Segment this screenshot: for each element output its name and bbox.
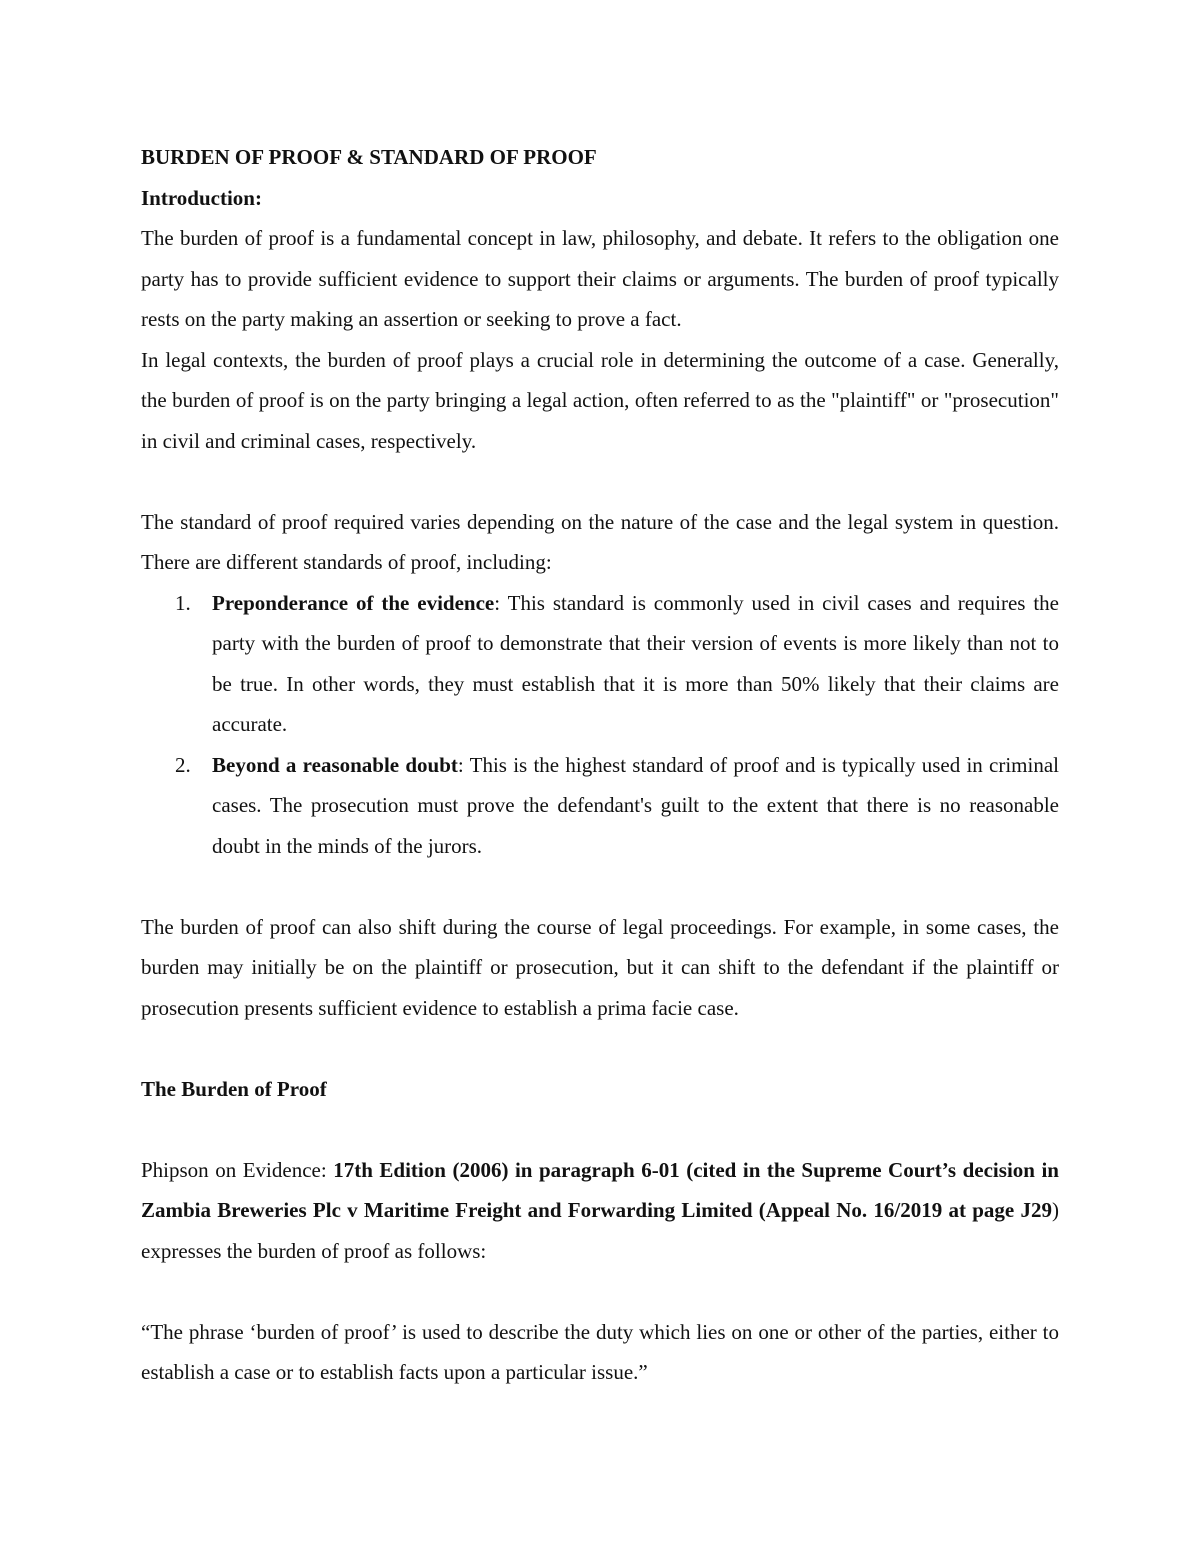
list-item-term: Beyond a reasonable doubt: [212, 752, 458, 777]
phipson-citation-paragraph: [141, 1150, 1059, 1272]
burden-shift-paragraph: The burden of proof can also shift during the course of legal proceedings. For example, in some cases, the burden may initially be on the plaintiff or prosecution, but it can shift to the defendant if the plaintiff or prosecution presents sufficient evidence to establish a prima facie case.: [141, 914, 1059, 1020]
list-item: [141, 745, 1059, 867]
citation-lead: Phipson on Evidence:: [141, 1157, 334, 1182]
quoted-definition: “The phrase ‘burden of proof’ is used to describe the duty which lies on one or other of the parties, either to establish a case or to establish facts upon a particular issue.”: [141, 1319, 1059, 1384]
spacer: [141, 1271, 1059, 1312]
list-item-text: : This is the highest standard of proof and is typically used in criminal cases. The prosecution must prove the defendant's guilt to the extent that there is no reasonable doubt in the minds of the jurors.: [212, 752, 1060, 858]
list-item: [141, 583, 1059, 745]
document-title: BURDEN OF PROOF & STANDARD OF PROOF: [141, 145, 597, 169]
intro-heading: Introduction:: [141, 185, 262, 210]
section-heading: The Burden of Proof: [141, 1076, 327, 1101]
list-item-number: 2.: [175, 752, 191, 777]
intro-paragraph-1: The burden of proof is a fundamental concept in law, philosophy, and debate. It refers to the obligation one party has to provide sufficient evidence to support their claims or arguments. The burden of proof typically rests on the party making an assertion or seeking to prove a fact.: [141, 226, 1059, 331]
standards-list: [141, 583, 1059, 867]
document-body: [141, 137, 1059, 1393]
spacer: [141, 866, 1059, 907]
citation-tail: ) expresses the burden of proof as follows:: [141, 1198, 1059, 1263]
list-item-text: : This standard is commonly used in civil cases and requires the party with the burden of proof to demonstrate that their version of events is more likely than not to be true. In other words, they must establish that it is more than 50% likely that their claims are accurate.: [212, 590, 1059, 736]
spacer: [141, 1109, 1059, 1150]
spacer: [141, 1028, 1059, 1069]
intro-paragraph-2: In legal contexts, the burden of proof plays a crucial role in determining the outcome of a case. Generally, the burden of proof is on the party bringing a legal action, often referred to as the "plaintiff" or "prosecution" in civil and criminal cases, respectively.: [141, 347, 1059, 453]
spacer: [141, 461, 1059, 502]
list-item-term: Preponderance of the evidence: [212, 590, 495, 615]
citation-reference: 17th Edition (2006) in paragraph 6-01 (cited in the Supreme Court’s decision in Zambia Breweries Plc v Maritime Freight and Forwarding Limited (Appeal No. 16/2019 at page J29: [141, 1157, 1059, 1222]
list-item-number: 1.: [175, 590, 191, 615]
standards-intro-paragraph: The standard of proof required varies depending on the nature of the case and the legal system in question. There are different standards of proof, including:: [141, 509, 1059, 574]
